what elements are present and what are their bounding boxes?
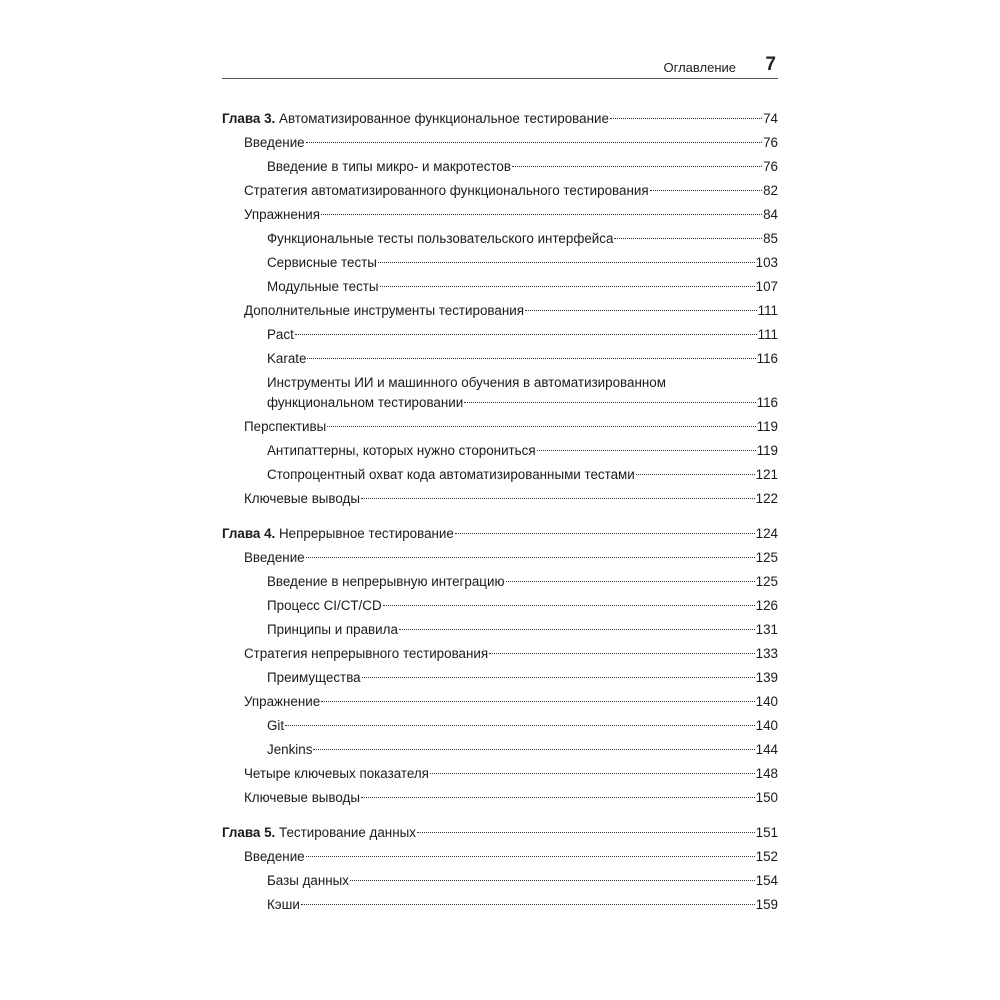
toc-chapter-5 <box>222 821 778 917</box>
dot-leader <box>295 334 757 335</box>
dot-leader <box>301 904 755 905</box>
dot-leader <box>464 402 755 403</box>
toc-entry[interactable] <box>222 299 778 323</box>
toc-entry-title-line-1: Инструменты ИИ и машинного обучения в автоматизированном <box>267 375 666 390</box>
toc-chapter-4 <box>222 522 778 810</box>
dot-leader <box>350 880 755 881</box>
toc-entry[interactable] <box>222 323 778 347</box>
toc-entry-title <box>222 107 609 131</box>
toc-entry-title-line-2: функциональном тестировании <box>267 395 464 410</box>
toc-entry[interactable] <box>222 439 778 463</box>
toc-entry[interactable] <box>222 642 778 666</box>
toc-entry-chapter-4[interactable] <box>222 522 778 546</box>
dot-leader <box>306 856 755 857</box>
dot-leader <box>307 358 755 359</box>
toc-entry[interactable] <box>222 487 778 511</box>
toc-chapter-3 <box>222 107 778 511</box>
toc-entry-page: 116 <box>756 351 778 366</box>
dot-leader <box>378 262 755 263</box>
toc-entry-title: Функциональные тесты пользовательского интерфейса <box>267 231 614 246</box>
toc-entry[interactable] <box>222 371 778 415</box>
toc-entry-page: 150 <box>755 790 778 805</box>
dot-leader <box>321 214 762 215</box>
toc-entry-title: Стратегия непрерывного тестирования <box>244 646 489 661</box>
toc-entry[interactable] <box>222 227 778 251</box>
toc-entry-title: Ключевые выводы <box>244 790 360 805</box>
toc-entry[interactable] <box>222 347 778 371</box>
toc-entry[interactable] <box>222 893 778 917</box>
toc-entry-title: Введение <box>244 550 305 565</box>
chapter-number: Глава 5. <box>222 825 276 840</box>
dot-leader <box>455 533 755 534</box>
toc-entry-page: 116 <box>756 395 778 410</box>
toc-entry-title: Git <box>267 718 285 733</box>
toc-entry-page: 154 <box>755 873 778 888</box>
chapter-title: Тестирование данных <box>279 825 416 840</box>
toc-entry-title: Ключевые выводы <box>244 491 360 506</box>
toc-entry-chapter-3[interactable] <box>222 107 778 131</box>
toc-entry-title: Процесс CI/CT/CD <box>267 598 382 613</box>
chapter-number: Глава 4. <box>222 526 276 541</box>
toc-entry-title: Стратегия автоматизированного функционального тестирования <box>244 183 649 198</box>
dot-leader <box>636 474 755 475</box>
toc-entry[interactable] <box>222 666 778 690</box>
toc-entry[interactable] <box>222 594 778 618</box>
dot-leader <box>380 286 755 287</box>
page-header <box>222 52 778 79</box>
dot-leader <box>537 450 756 451</box>
dot-leader <box>361 498 755 499</box>
toc-entry[interactable] <box>222 714 778 738</box>
running-header-section-title: Оглавление <box>663 60 736 75</box>
toc-entry[interactable] <box>222 179 778 203</box>
dot-leader <box>313 749 754 750</box>
toc-entry-page: 133 <box>755 646 778 661</box>
toc-entry-page: 122 <box>755 491 778 506</box>
toc-entry-page: 124 <box>755 526 778 541</box>
toc-entry-page: 111 <box>757 303 778 318</box>
dot-leader <box>285 725 755 726</box>
toc-entry-page: 152 <box>755 849 778 864</box>
dot-leader <box>512 166 762 167</box>
toc-entry-page: 76 <box>763 135 778 150</box>
toc-entry-page: 148 <box>755 766 778 781</box>
toc-entry-title <box>222 821 416 845</box>
toc-entry-page: 85 <box>763 231 778 246</box>
toc-entry-page: 76 <box>763 159 778 174</box>
dot-leader <box>321 701 754 702</box>
toc-entry-page: 107 <box>755 279 778 294</box>
chapter-title: Непрерывное тестирование <box>279 526 454 541</box>
toc-entry-title: Преимущества <box>267 670 361 685</box>
dot-leader <box>327 426 755 427</box>
toc-entry-title: Принципы и правила <box>267 622 398 637</box>
toc-entry-title: Karate <box>267 351 307 366</box>
chapter-number: Глава 3. <box>222 111 276 126</box>
toc-entry[interactable] <box>222 738 778 762</box>
dot-leader <box>650 190 763 191</box>
toc-entry[interactable] <box>222 546 778 570</box>
toc-entry[interactable] <box>222 203 778 227</box>
toc-entry-page: 139 <box>755 670 778 685</box>
dot-leader <box>430 773 755 774</box>
toc-entry-title: Кэши <box>267 897 300 912</box>
dot-leader <box>383 605 755 606</box>
toc-entry-page: 125 <box>755 550 778 565</box>
toc-entry[interactable] <box>222 415 778 439</box>
toc-entry-page: 126 <box>755 598 778 613</box>
dot-leader <box>361 797 755 798</box>
toc-entry-title <box>222 522 454 546</box>
toc-entry-title: Стопроцентный охват кода автоматизированными тестами <box>267 467 635 482</box>
toc-entry[interactable] <box>222 845 778 869</box>
toc-entry-page: 82 <box>763 183 778 198</box>
dot-leader <box>525 310 757 311</box>
page-number: 7 <box>765 54 776 75</box>
dot-leader <box>306 557 755 558</box>
table-of-contents <box>222 107 778 917</box>
toc-entry[interactable] <box>222 869 778 893</box>
toc-entry[interactable] <box>222 618 778 642</box>
toc-entry-page: 103 <box>755 255 778 270</box>
toc-entry-page: 119 <box>756 419 778 434</box>
toc-entry[interactable] <box>222 786 778 810</box>
toc-entry-page: 119 <box>756 443 778 458</box>
toc-entry-title: Введение в непрерывную интеграцию <box>267 574 505 589</box>
toc-entry-title: Введение <box>244 849 305 864</box>
dot-leader <box>417 832 755 833</box>
toc-entry[interactable] <box>222 155 778 179</box>
toc-entry[interactable] <box>222 275 778 299</box>
toc-entry[interactable] <box>222 463 778 487</box>
toc-entry-title: Упражнение <box>244 694 321 709</box>
toc-entry[interactable] <box>222 690 778 714</box>
toc-entry-page: 151 <box>755 825 778 840</box>
toc-entry-title: Pact <box>267 327 294 342</box>
toc-entry-page: 84 <box>763 207 778 222</box>
toc-entry-title: Введение в типы микро- и макротестов <box>267 159 511 174</box>
toc-entry-title: Модульные тесты <box>267 279 379 294</box>
toc-entry-title: Сервисные тесты <box>267 255 377 270</box>
dot-leader <box>610 118 762 119</box>
dot-leader <box>362 677 755 678</box>
toc-entry[interactable] <box>222 131 778 155</box>
toc-entry[interactable] <box>222 762 778 786</box>
toc-entry[interactable] <box>222 251 778 275</box>
toc-entry-page: 131 <box>755 622 778 637</box>
toc-entry-title: Дополнительные инструменты тестирования <box>244 303 524 318</box>
dot-leader <box>399 629 755 630</box>
dot-leader <box>506 581 755 582</box>
toc-entry-chapter-5[interactable] <box>222 821 778 845</box>
toc-entry-last-line <box>267 393 778 413</box>
toc-entry-page: 74 <box>763 111 778 126</box>
toc-entry[interactable] <box>222 570 778 594</box>
chapter-title: Автоматизированное функциональное тестирование <box>279 111 609 126</box>
toc-entry-page: 140 <box>755 694 778 709</box>
toc-entry-title: Перспективы <box>244 419 327 434</box>
dot-leader <box>614 238 762 239</box>
toc-entry-page: 140 <box>755 718 778 733</box>
toc-entry-page: 144 <box>755 742 778 757</box>
toc-entry-page: 159 <box>755 897 778 912</box>
toc-entry-title: Упражнения <box>244 207 320 222</box>
toc-entry-title: Введение <box>244 135 305 150</box>
toc-entry-page: 125 <box>755 574 778 589</box>
toc-entry-title: Четыре ключевых показателя <box>244 766 429 781</box>
toc-entry-page: 111 <box>757 327 778 342</box>
toc-entry-title: Базы данных <box>267 873 349 888</box>
dot-leader <box>306 142 762 143</box>
toc-entry-title: Антипаттерны, которых нужно сторониться <box>267 443 536 458</box>
dot-leader <box>489 653 755 654</box>
toc-entry-page: 121 <box>755 467 778 482</box>
toc-entry-title: Jenkins <box>267 742 313 757</box>
